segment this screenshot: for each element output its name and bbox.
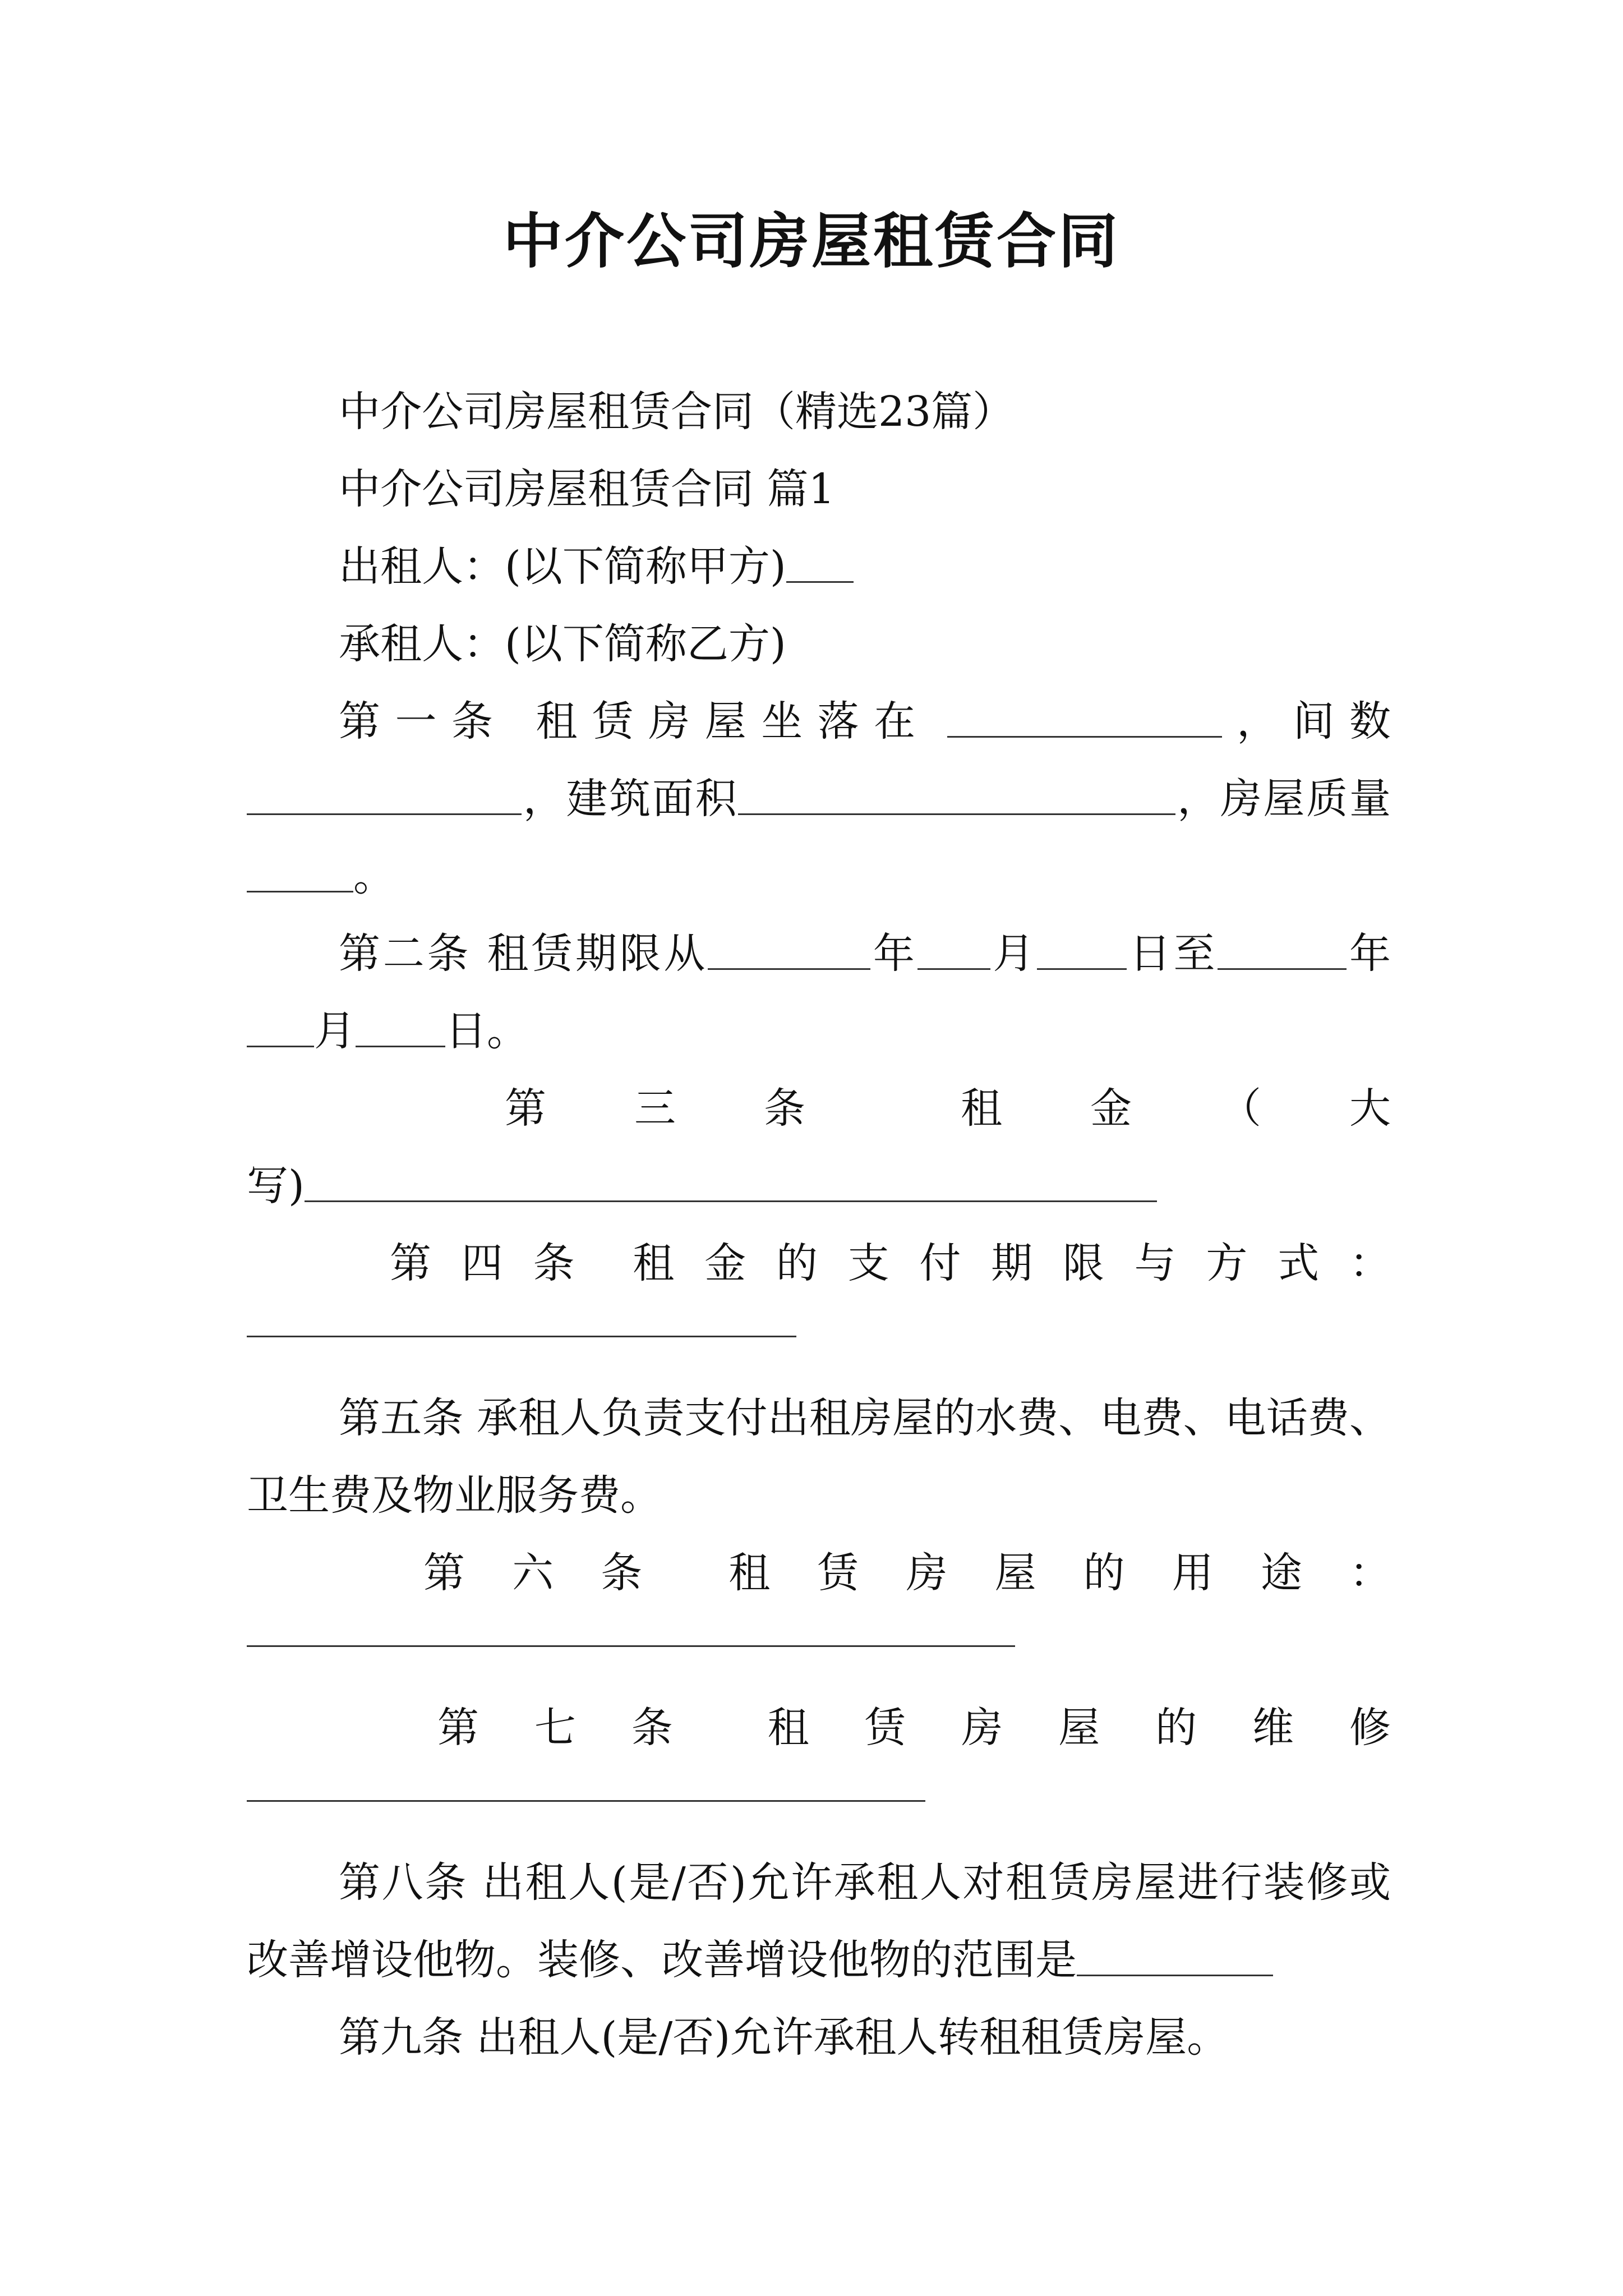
document-title: 中介公司房屋租赁合同 (503, 206, 1120, 276)
subtitle: 中介公司房屋租赁合同（精选23篇） (339, 388, 1015, 436)
article-7-char: 租 (767, 1704, 809, 1752)
article-4-char: ： (1349, 1239, 1391, 1287)
blank-line (305, 1161, 1157, 1202)
article-7-char: 条 (631, 1704, 673, 1752)
blank-line (1077, 1935, 1273, 1976)
article-1 (247, 683, 1391, 915)
article-6-char: 赁 (817, 1549, 859, 1597)
section-heading: 中介公司房屋租赁合同 篇1 (339, 465, 835, 513)
article-1-text-e: 。 (353, 852, 395, 900)
article-7-char: 的 (1155, 1704, 1197, 1752)
article-6-blank (247, 1612, 1391, 1689)
article-7-char: 屋 (1058, 1704, 1100, 1752)
article-6-char: 条 (601, 1549, 643, 1597)
blank-line (247, 851, 353, 892)
article-4-char: 期 (991, 1239, 1033, 1287)
article-3-char: 金 (1090, 1084, 1132, 1133)
article-2-month2: 月 (314, 1007, 356, 1055)
article-8-text: 第八条 出租人(是/否)允许承租人对租赁房屋进行装修或改善增设他物。装修、改善增设他物的范围是 (247, 1858, 1391, 1984)
blank-line (738, 774, 1175, 815)
article-4-label (247, 1225, 1391, 1302)
article-7-char: 七 (534, 1704, 576, 1752)
article-3-char: 租 (961, 1084, 1002, 1133)
article-1-text-b: ，间数 (1221, 697, 1391, 746)
article-4-char: 式 (1278, 1239, 1320, 1287)
article-6-char: 租 (728, 1549, 771, 1597)
article-6-char: 六 (512, 1549, 554, 1597)
article-7-char: 房 (961, 1704, 1003, 1752)
article-2-year2: 年 (1347, 930, 1391, 978)
article-2-day1: 日至 (1127, 930, 1218, 978)
article-7-blank (247, 1766, 1391, 1844)
article-6-char: 途 (1260, 1549, 1302, 1597)
article-4-char: 第 (390, 1239, 431, 1287)
article-4-char: 条 (533, 1239, 575, 1287)
article-3-label (247, 1070, 1391, 1147)
article-4-char: 付 (919, 1239, 961, 1287)
article-1-text-c: ，建筑面积 (522, 775, 739, 823)
blank-line (786, 541, 854, 582)
article-4-char: 租 (633, 1239, 675, 1287)
article-3-char: 三 (634, 1084, 676, 1133)
article-7-char: 第 (437, 1704, 479, 1752)
blank-line (247, 1800, 925, 1802)
article-3-char: 大 (1349, 1084, 1391, 1133)
article-3-char: （ (1220, 1084, 1261, 1133)
article-4-blank (247, 1302, 1391, 1379)
article-2-year1: 年 (870, 930, 917, 978)
article-4-char: 的 (776, 1239, 818, 1287)
article-6-char: 房 (906, 1549, 948, 1597)
article-4-char: 限 (1062, 1239, 1104, 1287)
article-2-text-a: 第二条 租赁期限从 (339, 930, 708, 978)
blank-line (247, 1645, 1015, 1647)
lessor-line (247, 528, 1391, 605)
article-7-char: 维 (1252, 1704, 1294, 1752)
article-7-char: 修 (1349, 1704, 1391, 1752)
blank-line (708, 928, 870, 969)
article-6-char: ： (1349, 1549, 1391, 1597)
article-7-label (247, 1689, 1391, 1766)
article-4-char: 四 (461, 1239, 503, 1287)
article-8 (247, 1844, 1391, 1999)
article-3-char: 第 (505, 1084, 546, 1133)
blank-line (1218, 928, 1347, 969)
article-6-char: 第 (423, 1549, 465, 1597)
document-body (247, 373, 1391, 2076)
article-1-text-a: 第一条 租赁房屋坐落在 (339, 697, 930, 746)
article-4-char: 金 (704, 1239, 746, 1287)
article-3-line (247, 1147, 1391, 1225)
article-4-char: 方 (1206, 1239, 1248, 1287)
article-6-label (247, 1534, 1391, 1612)
article-6-char: 屋 (994, 1549, 1036, 1597)
blank-line (917, 928, 990, 969)
article-2 (247, 915, 1391, 1070)
article-6-char: 的 (1083, 1549, 1125, 1597)
article-3-end: 写) (247, 1162, 305, 1210)
article-6-char: 用 (1172, 1549, 1214, 1597)
lessee-line: 承租人：(以下简称乙方) (339, 620, 786, 668)
blank-line (356, 1006, 445, 1047)
article-2-day2: 日。 (445, 1007, 528, 1055)
lessor-label: 出租人：(以下简称甲方) (339, 542, 786, 591)
article-3-char: 条 (764, 1084, 805, 1133)
article-2-month1: 月 (990, 930, 1038, 978)
blank-line (1037, 928, 1127, 969)
blank-line (247, 1006, 314, 1047)
blank-line (247, 1336, 796, 1337)
article-7-char: 赁 (864, 1704, 906, 1752)
article-1-text-d: ，房屋质量 (1175, 775, 1391, 823)
article-5: 第五条 承租人负责支付出租房屋的水费、电费、电话费、卫生费及物业服务费。 (247, 1394, 1391, 1520)
article-4-char: 与 (1134, 1239, 1176, 1287)
blank-line (247, 774, 522, 815)
blank-line (947, 696, 1222, 737)
article-4-char: 支 (847, 1239, 889, 1287)
article-9: 第九条 出租人(是/否)允许承租人转租租赁房屋。 (339, 2013, 1229, 2062)
